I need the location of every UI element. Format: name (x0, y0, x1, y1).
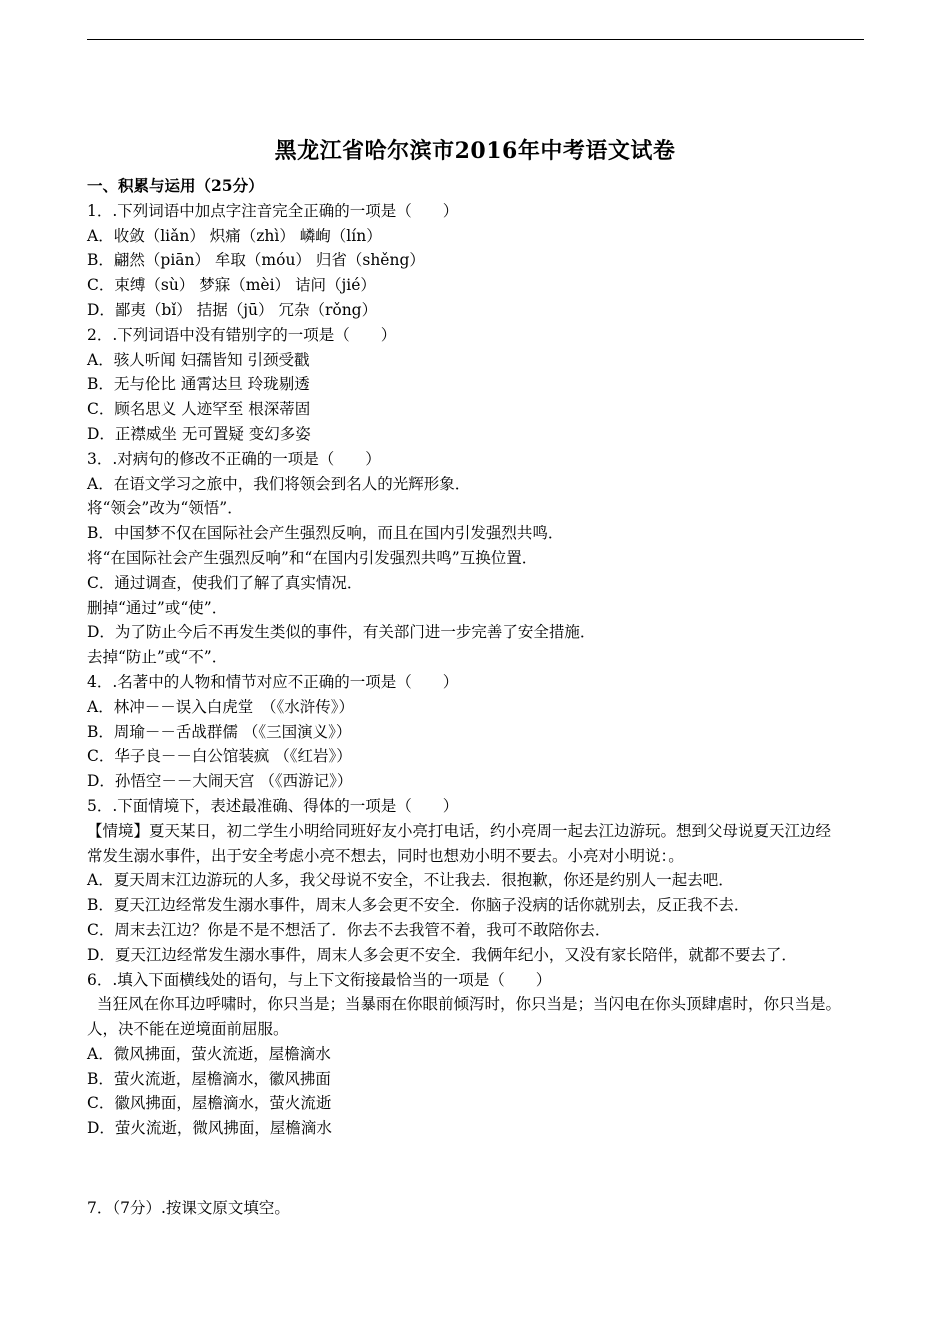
question-6-option-b: B．萤火流逝，屋檐滴水，徽风拂面 (87, 1069, 331, 1088)
question-5-option-b: B．夏天江边经常发生溺水事件，周末人多会更不安全．你脑子没病的话你就别去，反正我不去． (87, 896, 750, 915)
question-6-stem: 6．.填入下面横线处的语句，与上下文衔接最恰当的一项是（ ） (87, 970, 552, 989)
question-5-option-a: A．夏天周末江边游玩的人多，我父母说不安全，不让我去．很抱歉，你还是约别人一起去吧． (87, 871, 734, 890)
question-5-context: 常发生溺水事件，出于安全考虑小亮不想去，同时也想劝小明不要去。小亮对小明说：。 (87, 846, 684, 865)
question-6-option-c: C．徽风拂面，屋檐滴水，萤火流逝 (87, 1094, 332, 1113)
question-1-option-b: B．翩然（piān） 牟取（móu） 归省（shěng） (87, 251, 425, 270)
question-6-option-a: A．微风拂面，萤火流逝，屋檐滴水 (87, 1044, 331, 1063)
header-rule (87, 39, 864, 40)
question-4-option-d: D．孙悟空－－大闹天宫 （《西游记》） (87, 772, 353, 791)
section-heading: 一、积累与运用（25分） (87, 176, 264, 195)
page-title: 黑龙江省哈尔滨市2016年中考语文试卷 (274, 138, 676, 164)
question-3-line: B．中国梦不仅在国际社会产生强烈反响，而且在国内引发强烈共鸣． (87, 524, 564, 543)
question-2-stem: 2．.下列词语中没有错别字的一项是（ ） (87, 325, 397, 344)
question-6-option-d: D．萤火流逝，微风拂面，屋檐滴水 (87, 1119, 332, 1138)
question-1-option-c: C．束缚（sù） 梦寐（mèi） 诘问（jié） (87, 276, 376, 295)
question-6-passage: 当狂风在你耳边呼啸时，你只当是；当暴雨在你眼前倾泻时，你只当是；当闪电在你头顶肆虐时，你只当是。 (97, 995, 842, 1014)
question-2-option-c: C．顾名思义 人迹罕至 根深蒂固 (87, 400, 311, 419)
question-1-stem: 1．.下列词语中加点字注音完全正确的一项是（ ） (87, 201, 459, 220)
question-3-line: A．在语文学习之旅中，我们将领会到名人的光辉形象． (87, 474, 471, 493)
question-3-line: 删掉“通过”或“使”． (87, 598, 228, 617)
question-5-option-c: C．周末去江边？你是不是不想活了．你去不去我管不着，我可不敢陪你去． (87, 920, 611, 939)
question-3-line: D．为了防止今后不再发生类似的事件，有关部门进一步完善了安全措施． (87, 623, 596, 642)
question-2-option-d: D．正襟威坐 无可置疑 变幻多姿 (87, 424, 311, 443)
question-5-stem: 5．.下面情境下，表述最准确、得体的一项是（ ） (87, 796, 459, 815)
question-3-line: 将“在国际社会产生强烈反响”和“在国内引发强烈共鸣”互换位置． (87, 548, 538, 567)
question-1-option-a: A．收敛（liǎn） 炽痛（zhì） 嶙峋（lín） (87, 226, 382, 245)
question-1-option-d: D．鄙夷（bǐ） 拮据（jū） 冗杂（rǒng） (87, 300, 378, 319)
question-4-option-a: A．林冲－－误入白虎堂 （《水浒传》） (87, 697, 354, 716)
question-6-passage: 人，决不能在逆境面前屈服。 (87, 1020, 289, 1039)
question-5-option-d: D．夏天江边经常发生溺水事件，周末人多会更不安全．我俩年纪小，又没有家长陪伴，就都不要去了． (87, 945, 797, 964)
question-2-option-b: B．无与伦比 通霄达旦 玲珑剔透 (87, 375, 310, 394)
question-4-option-c: C．华子良－－白公馆装疯 （《红岩》） (87, 747, 352, 766)
question-2-option-a: A．骇人听闻 妇孺皆知 引颈受戳 (87, 350, 310, 369)
question-3-stem: 3．.对病句的修改不正确的一项是（ ） (87, 449, 381, 468)
question-7-stem: 7．（7分）.按课文原文填空。 (87, 1199, 290, 1217)
question-3-line: 将“领会”改为“领悟”． (87, 499, 243, 518)
exam-body (87, 174, 867, 1141)
question-4-stem: 4．.名著中的人物和情节对应不正确的一项是（ ） (87, 672, 459, 691)
question-4-option-b: B．周瑜－－舌战群儒 （《三国演义》） (87, 722, 352, 741)
question-3-line: C．通过调查，使我们了解了真实情况． (87, 573, 363, 592)
question-5-context: 【情境】夏天某日，初二学生小明给同班好友小亮打电话，约小亮周一起去江边游玩。想到父母说夏天江边经 (87, 821, 832, 840)
question-3-line: 去掉“防止”或“不”． (87, 648, 228, 667)
